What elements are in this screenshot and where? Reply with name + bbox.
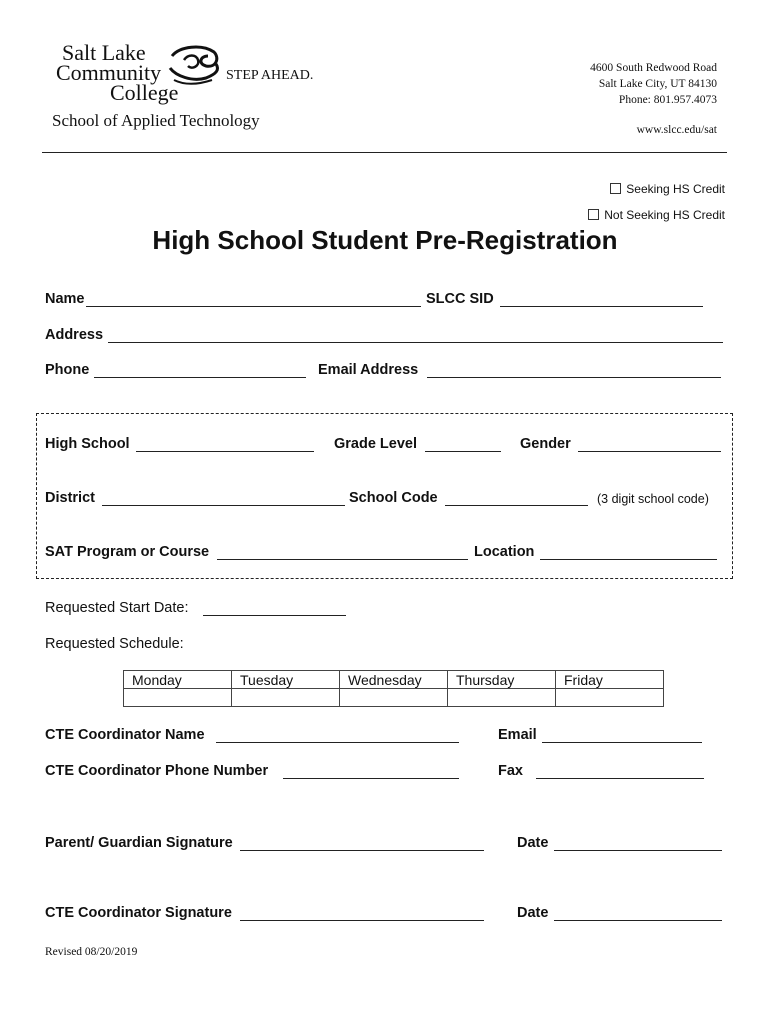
date-2-label: Date bbox=[517, 905, 549, 921]
high-school-field[interactable] bbox=[136, 451, 314, 452]
cte-email-label: Email bbox=[498, 727, 537, 743]
email-address-label: Email Address bbox=[318, 362, 419, 378]
parent-signature-label: Parent/ Guardian Signature bbox=[45, 835, 233, 851]
schedule-cell[interactable] bbox=[340, 689, 448, 707]
date-1-label: Date bbox=[517, 835, 549, 851]
swirl-logo-icon bbox=[166, 44, 222, 86]
cte-email-field[interactable] bbox=[542, 742, 702, 743]
grade-level-field[interactable] bbox=[425, 451, 501, 452]
logo-line-1: Salt Lake bbox=[62, 40, 146, 65]
gender-field[interactable] bbox=[578, 451, 721, 452]
slcc-sid-field[interactable] bbox=[500, 306, 703, 307]
schedule-day: Wednesday bbox=[340, 671, 448, 689]
gender-label: Gender bbox=[520, 436, 571, 452]
schedule-day: Tuesday bbox=[232, 671, 340, 689]
sat-program-label: SAT Program or Course bbox=[45, 544, 210, 560]
cte-fax-field[interactable] bbox=[536, 778, 704, 779]
checkbox-icon[interactable] bbox=[610, 183, 621, 194]
header-divider bbox=[42, 152, 727, 153]
cte-signature-field[interactable] bbox=[240, 920, 484, 921]
parent-signature-field[interactable] bbox=[240, 850, 484, 851]
schedule-cell[interactable] bbox=[556, 689, 664, 707]
website: www.slcc.edu/sat bbox=[636, 124, 717, 136]
location-field[interactable] bbox=[540, 559, 717, 560]
schedule-cell[interactable] bbox=[124, 689, 232, 707]
school-code-label: School Code bbox=[349, 490, 438, 506]
address-line-2: Salt Lake City, UT 84130 bbox=[598, 78, 717, 90]
seeking-hs-credit-option[interactable] bbox=[610, 182, 725, 196]
cte-signature-label: CTE Coordinator Signature bbox=[45, 905, 232, 921]
cte-name-label: CTE Coordinator Name bbox=[45, 727, 205, 743]
schedule-day: Thursday bbox=[448, 671, 556, 689]
phone-label: Phone bbox=[45, 362, 90, 378]
location-label: Location bbox=[474, 544, 535, 560]
schedule-day: Monday bbox=[124, 671, 232, 689]
schedule-entry-row bbox=[124, 689, 664, 707]
address-line-1: 4600 South Redwood Road bbox=[590, 62, 717, 74]
logo-line-2: Community bbox=[56, 60, 162, 85]
school-code-field[interactable] bbox=[445, 505, 588, 506]
logo-line-3: College bbox=[110, 80, 179, 105]
email-address-field[interactable] bbox=[427, 377, 721, 378]
not-seeking-hs-credit-option[interactable] bbox=[588, 208, 725, 222]
cte-phone-field[interactable] bbox=[283, 778, 459, 779]
revision-date: Revised 08/20/2019 bbox=[45, 946, 138, 958]
start-date-label: Requested Start Date: bbox=[45, 600, 189, 616]
school-name: School of Applied Technology bbox=[52, 111, 260, 130]
name-field[interactable] bbox=[86, 306, 421, 307]
sat-program-field[interactable] bbox=[217, 559, 468, 560]
seeking-label: Seeking HS Credit bbox=[626, 182, 725, 196]
cte-phone-label: CTE Coordinator Phone Number bbox=[45, 763, 269, 779]
schedule-label: Requested Schedule: bbox=[45, 636, 184, 652]
schedule-cell[interactable] bbox=[448, 689, 556, 707]
page-title: High School Student Pre-Registration bbox=[152, 225, 618, 255]
school-code-hint: (3 digit school code) bbox=[597, 492, 709, 506]
schedule-header-row bbox=[124, 671, 664, 689]
address-field[interactable] bbox=[108, 342, 723, 343]
phone-number: Phone: 801.957.4073 bbox=[618, 94, 717, 106]
district-label: District bbox=[45, 490, 95, 506]
logo-tagline: STEP AHEAD. bbox=[226, 68, 314, 83]
district-field[interactable] bbox=[102, 505, 345, 506]
schedule-day: Friday bbox=[556, 671, 664, 689]
cte-fax-label: Fax bbox=[498, 763, 523, 779]
schedule-table bbox=[123, 670, 664, 707]
address-label: Address bbox=[45, 327, 104, 343]
cte-name-field[interactable] bbox=[216, 742, 459, 743]
checkbox-icon[interactable] bbox=[588, 209, 599, 220]
phone-field[interactable] bbox=[94, 377, 306, 378]
slcc-sid-label: SLCC SID bbox=[426, 291, 494, 307]
high-school-label: High School bbox=[45, 436, 130, 452]
start-date-field[interactable] bbox=[203, 615, 346, 616]
schedule-cell[interactable] bbox=[232, 689, 340, 707]
date-2-field[interactable] bbox=[554, 920, 722, 921]
grade-level-label: Grade Level bbox=[334, 436, 418, 452]
not-seeking-label: Not Seeking HS Credit bbox=[604, 208, 725, 222]
date-1-field[interactable] bbox=[554, 850, 722, 851]
name-label: Name bbox=[45, 291, 85, 307]
